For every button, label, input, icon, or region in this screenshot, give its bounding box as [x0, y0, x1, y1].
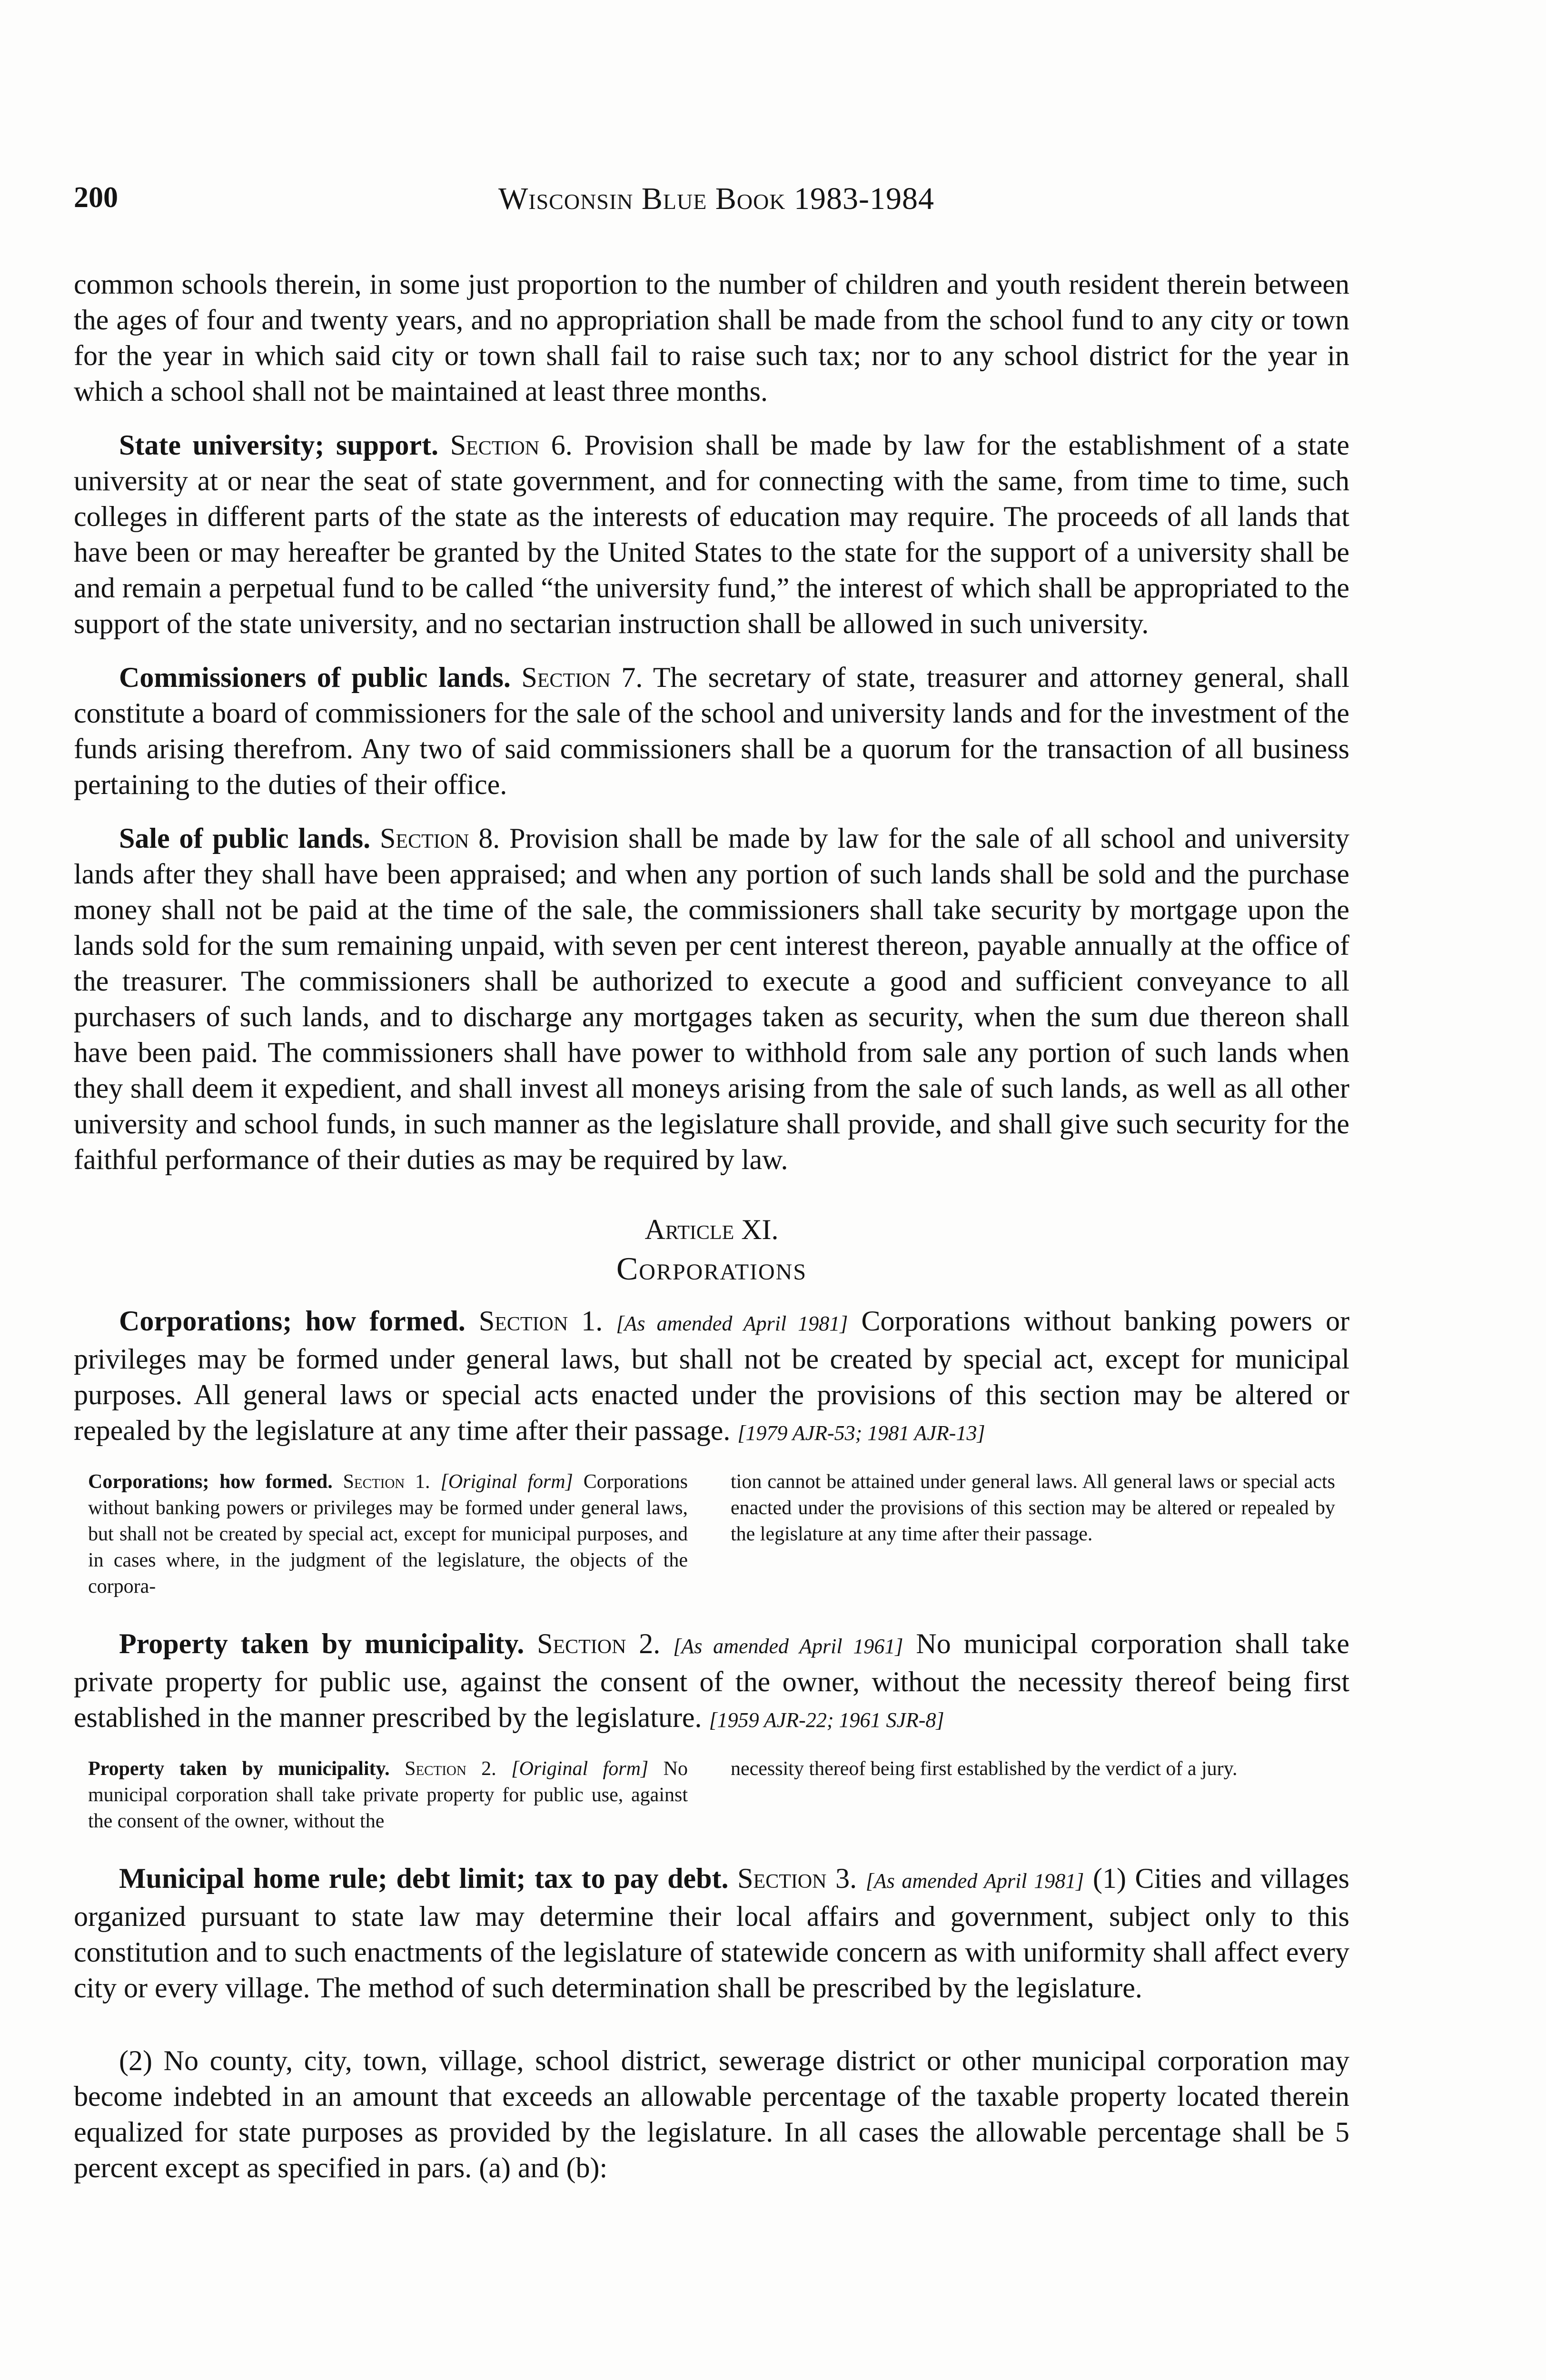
- a11s1-note-heading: Corporations; how formed.: [88, 1471, 333, 1493]
- running-title: Wisconsin Blue Book 1983-1984: [498, 181, 935, 216]
- a11s2-note-heading: Property taken by municipality.: [88, 1758, 390, 1780]
- section-8-label: Section 8.: [380, 823, 500, 854]
- article-11-section-2: [74, 1626, 1349, 1738]
- article-title: Corporations: [616, 1250, 807, 1287]
- a11s2-label: Section 2.: [537, 1628, 661, 1659]
- section-7: [74, 660, 1349, 803]
- paragraph-spacer: [74, 2024, 1349, 2043]
- a11s2-note-left-text: No municipal corporation shall take private property for public use, against the consent of the owner, without the: [88, 1758, 688, 1832]
- section-7-text: The secretary of state, treasurer and attorney general, shall constitute a board of commissioners for the sale of the school and university lands and for the investment of the funds arising therefrom. Any two of said commissioners shall be a quorum for the transaction of all business pertaining to the duties of their office.: [74, 662, 1349, 800]
- a11s2-note-original: [Original form]: [511, 1758, 649, 1780]
- article-11-section-1: [74, 1303, 1349, 1451]
- section-7-label: Section 7.: [521, 662, 643, 693]
- section-6-heading: State university; support.: [119, 429, 439, 461]
- a11s1-original-note: [88, 1469, 1335, 1600]
- a11s1-note-original: [Original form]: [440, 1471, 573, 1493]
- a11s3-label: Section 3.: [737, 1863, 857, 1894]
- a11s3-amended: [As amended April 1981]: [865, 1869, 1084, 1893]
- a11s3-heading: Municipal home rule; debt limit; tax to pay debt.: [119, 1863, 729, 1894]
- a11s2-amended: [As amended April 1961]: [673, 1635, 903, 1658]
- a11s1-note-left-text: Corporations without banking powers or privileges may be formed under general laws, but shall not be created by special act, except for municipal purposes, and in cases where, in the judgment of the legislature, the objects of the corpora-: [88, 1471, 688, 1597]
- section-8-heading: Sale of public lands.: [119, 823, 371, 854]
- continued-paragraph: common schools therein, in some just proportion to the number of children and youth resident therein between the ages of four and twenty years, and no appropriation shall be made from the school fund to any city or town for the year in which said city or town shall fail to raise such tax; nor to any school district for the year in which a school shall not be maintained at least three months.: [74, 268, 1349, 407]
- article-heading: [74, 1211, 1349, 1289]
- a11s3-paragraph-2: (2) No county, city, town, village, school district, sewerage district or other municipal corporation may become indebted in an amount that exceeds an allowable percentage of the taxable property located therein equalized for state purposes as provided by the legislature. In all cases the allowable percentage shall be 5 percent except as specified in pars. (a) and (b):: [74, 2045, 1349, 2183]
- article-11-section-3: [74, 1861, 1349, 2006]
- a11s2-heading: Property taken by municipality.: [119, 1628, 525, 1659]
- a11s1-amended: [As amended April 1981]: [616, 1312, 848, 1335]
- a11s1-text: Corporations without banking powers or privileges may be formed under general laws, but shall not be created by special act, except for municipal purposes. All general laws or special acts enacted under the provisions of this section may be altered or repealed by the legislature at any time after their passage.: [74, 1305, 1350, 1446]
- a11s2-history: [1959 AJR-22; 1961 SJR-8]: [709, 1708, 944, 1732]
- a11s2-note-section: Section 2.: [405, 1758, 496, 1780]
- a11s1-note-left: [88, 1469, 688, 1600]
- a11s1-history: [1979 AJR-53; 1981 AJR-13]: [737, 1421, 985, 1445]
- a11s1-note-right: tion cannot be attained under general laws. All general laws or special acts enacted under the provisions of this section may be altered or repealed by the legislature at any time after their passage.: [731, 1471, 1335, 1545]
- page-number: 200: [74, 181, 118, 214]
- article-number: Article XI.: [644, 1214, 779, 1245]
- section-6-label: Section 6.: [450, 429, 573, 461]
- section-6-text: Provision shall be made by law for the establishment of a state university at or near the seat of state government, and for connecting with the same, from time to time, such colleges in different parts of the state as the interests of education may require. The proceeds of all lands that have been or may hereafter be granted by the United States to the state for the support of a university shall be and remain a perpetual fund to be called “the university fund,” the interest of which shall be appropriated to the support of the state university, and no sectarian instruction shall be allowed in such university.: [74, 429, 1350, 639]
- section-8-text: Provision shall be made by law for the sale of all school and university lands after they shall have been appraised; and when any portion of such lands shall be sold and the purchase money shall not be paid at the time of the sale, the commissioners shall take security by mortgage upon the lands sold for the sum remaining unpaid, with seven per cent interest thereon, payable annually at the office of the treasurer. The commissioners shall be authorized to execute a good and sufficient conveyance to all purchasers of such lands, and to discharge any mortgages taken as security, when the sum due thereon shall have been paid. The commissioners shall have power to withhold from sale any portion of such lands when they shall deem it expedient, and shall invest all moneys arising from the sale of such lands, as well as all other university and school funds, in such manner as the legislature shall provide, and shall give such security for the faithful performance of their duties as may be required by law.: [74, 823, 1349, 1175]
- section-7-heading: Commissioners of public lands.: [119, 662, 511, 693]
- a11s1-note-section: Section 1.: [343, 1471, 430, 1493]
- page-header: [74, 181, 1359, 228]
- a11s1-heading: Corporations; how formed.: [119, 1305, 466, 1337]
- a11s2-original-note: [88, 1756, 1335, 1835]
- a11s3-text: (1) Cities and villages organized pursuant to state law may determine their local affairs and government, subject only to this constitution and to such enactments of the legislature of statewide concern as with uniformity shall affect every city or every village. The method of such determination shall be prescribed by the legislature.: [74, 1863, 1350, 2003]
- document-body: [74, 267, 1349, 2204]
- section-6: [74, 427, 1349, 642]
- a11s1-label: Section 1.: [478, 1305, 603, 1337]
- a11s2-text: No municipal corporation shall take private property for public use, against the consent of the owner, without the necessity thereof being first established in the manner prescribed by the legislature.: [74, 1628, 1349, 1733]
- section-8: [74, 821, 1349, 1178]
- a11s2-note-left: [88, 1756, 688, 1835]
- a11s2-note-right: necessity thereof being first established by the verdict of a jury.: [731, 1758, 1238, 1780]
